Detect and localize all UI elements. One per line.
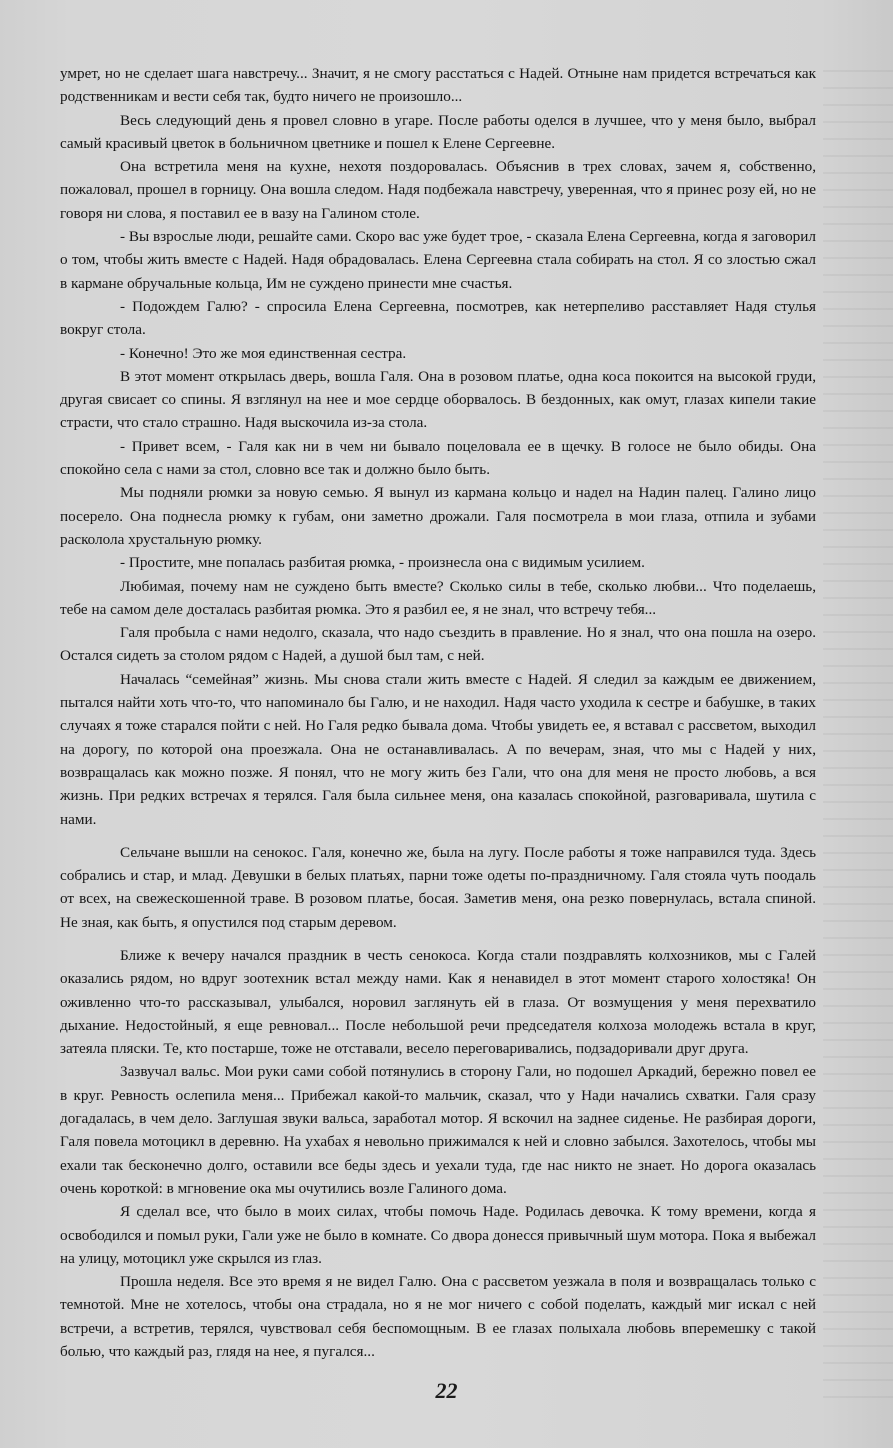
- paragraph: Она встретила меня на кухне, нехотя поздоровалась. Объяснив в трех словах, зачем я, собственно, пожаловал, прошел в горницу. Она вошла следом. Надя подбежала навстречу, уверенная, что я принес розу ей, но не говоря ни слова, я поставил ее в вазу на Галином столе.: [60, 158, 816, 222]
- paragraph: Любимая, почему нам не суждено быть вместе? Сколько силы в тебе, сколько любви... Что поделаешь, тебе на самом деле досталась разбитая рюмка. Это я разбил ее, я не знал, что встречу тебя...: [60, 577, 816, 618]
- paragraph: - Подождем Галю? - спросила Елена Сергеевна, посмотрев, как нетерпеливо расставляет Надя стулья вокруг стола.: [60, 297, 816, 339]
- paragraph: Началась “семейная” жизнь. Мы снова стали жить вместе с Надей. Я следил за каждым ее движением, пытался найти хоть что-то, что напоминало бы Галю, и не находил. Надя часто уходила к сестре и бабушке, в таких случаях я тоже старался пойти с ней. Но Галя редко бывала дома. Чтобы увидеть ее, я вставал с рассветом, выходил на дорогу, по которой она проезжала. Она не останавливалась. А по вечерам, зная, что мы с Надей у них, возвращалась как можно позже. Я понял, что не могу жить без Гали, что она для меня не просто любовь, а вся жизнь. При редких встречах я терялся. Галя была сильнее меня, она казалась спокойной, разговаривала, шутила с нами.: [60, 670, 816, 828]
- paragraph: Я сделал все, что было в моих силах, чтобы помочь Наде. Родилась девочка. К тому времени, когда я освободился и помыл руки, Гали уже не было в комнате. Со двора донесся привычный шум мотора. Пока я выбежал на улицу, мотоцикл уже скрылся из глаз.: [60, 1203, 816, 1267]
- paragraph: Ближе к вечеру начался праздник в честь сенокоса. Когда стали поздравлять колхозников, мы с Галей оказались рядом, но вдруг зоотехник встал между нами. Как я ненавидел в этот момент старого холостяка! Он оживленно что-то рассказывал, улыбался, норовил заглянуть ей в глаза. От возмущения у меня перехватило дыхание. Недостойный, я еще ревновал... После небольшой речи председателя колхоза молодежь встала в круг, затеяла пляски. Те, кто постарше, тоже не отставали, весело переговаривались, подзадоривали друг друга.: [60, 946, 816, 1058]
- paragraph: - Конечно! Это же моя единственная сестра.: [120, 344, 407, 362]
- show-through-texture: [823, 70, 893, 1400]
- paragraph: Прошла неделя. Все это время я не видел Галю. Она с рассветом уезжала в поля и возвращалась только с темнотой. Мне не хотелось, чтобы она страдала, но я не мог ничего с собой поделать, каждый миг искал с ней встречи, а встретив, терялся, чувствовал себя беспомощным. В ее глазах полыхала любовь вперемешку с такой болью, что каждый раз, глядя на нее, я пугался...: [60, 1273, 816, 1361]
- paragraph: умрет, но не сделает шага навстречу... Значит, я не смогу расстаться с Надей. Отныне нам придется встречаться как родственникам и вести себя так, будто ничего не произошло...: [60, 65, 816, 106]
- body-text: [60, 62, 816, 1363]
- paragraph: - Привет всем, - Галя как ни в чем ни бывало поцеловала ее в щечку. В голосе не было обиды. Она спокойно села с нами за стол, словно все так и должно было быть.: [60, 437, 816, 479]
- paragraph: - Простите, мне попалась разбитая рюмка, - произнесла она с видимым усилием.: [120, 554, 645, 572]
- paragraph: Мы подняли рюмки за новую семью. Я вынул из кармана кольцо и надел на Надин палец. Галино лицо посерело. Она поднесла рюмку к губам, они заметно дрожали. Галя посмотрела в мои глаза, отпила и зубами расколола хрустальную рюмку.: [60, 484, 816, 548]
- paragraph: Зазвучал вальс. Мои руки сами собой потянулись в сторону Гали, но подошел Аркадий, бережно повел ее в круг. Ревность ослепила меня... Прибежал какой-то мальчик, сказал, что у Нади начались схватки. Галя сразу догадалась, в чем дело. Заглушая звуки вальса, заработал мотор. Я вскочил на заднее сиденье. Не разбирая дороги, Галя повела мотоцикл в деревню. На ухабах я невольно прижимался к ней и словно забылся. Захотелось, чтобы мы ехали так бесконечно долго, оставили все беды здесь и уехали туда, где нас никто не знает. Но дорога оказалась очень короткой: в мгновение ока мы очутились возле Галиного дома.: [60, 1063, 816, 1197]
- page-number: 22: [435, 1378, 458, 1403]
- paragraph: Галя пробыла с нами недолго, сказала, что надо съездить в правление. Но я знал, что она пошла на озеро. Остался сидеть за столом рядом с Надей, а душой был там, с ней.: [60, 624, 816, 665]
- paragraph: В этот момент открылась дверь, вошла Галя. Она в розовом платье, одна коса покоится на высокой груди, другая свисает со спины. Я взглянул на нее и мое сердце оборвалось. В бездонных, как омут, глазах кипели такие страсти, что стало страшно. Надя выскочила из-за стола.: [60, 367, 816, 432]
- paragraph: Весь следующий день я провел словно в угаре. После работы оделся в лучшее, что у меня было, выбрал самый красивый цветок в больничном цветнике и пошел к Елене Сергеевне.: [60, 111, 816, 152]
- paragraph: Сельчане вышли на сенокос. Галя, конечно же, была на лугу. После работы я тоже направился туда. Здесь собрались и стар, и млад. Девушки в белых платьях, парни тоже одеты по-праздничному. Галя стояла чуть поодаль от всех, на свежескошенной траве. В розовом платье, босая. Заметив меня, она резко повернулась, встала спиной. Не зная, как быть, я опустился под старым деревом.: [60, 843, 816, 931]
- paragraph: - Вы взрослые люди, решайте сами. Скоро вас уже будет трое, - сказала Елена Сергеевна, когда я заговорил о том, чтобы жить вместе с Надей. Надя обрадовалась. Елена Сергеевна стала собирать на стол. Я со злостью сжал в кармане обручальные кольца, Им не суждено принести мне счастья.: [60, 228, 816, 292]
